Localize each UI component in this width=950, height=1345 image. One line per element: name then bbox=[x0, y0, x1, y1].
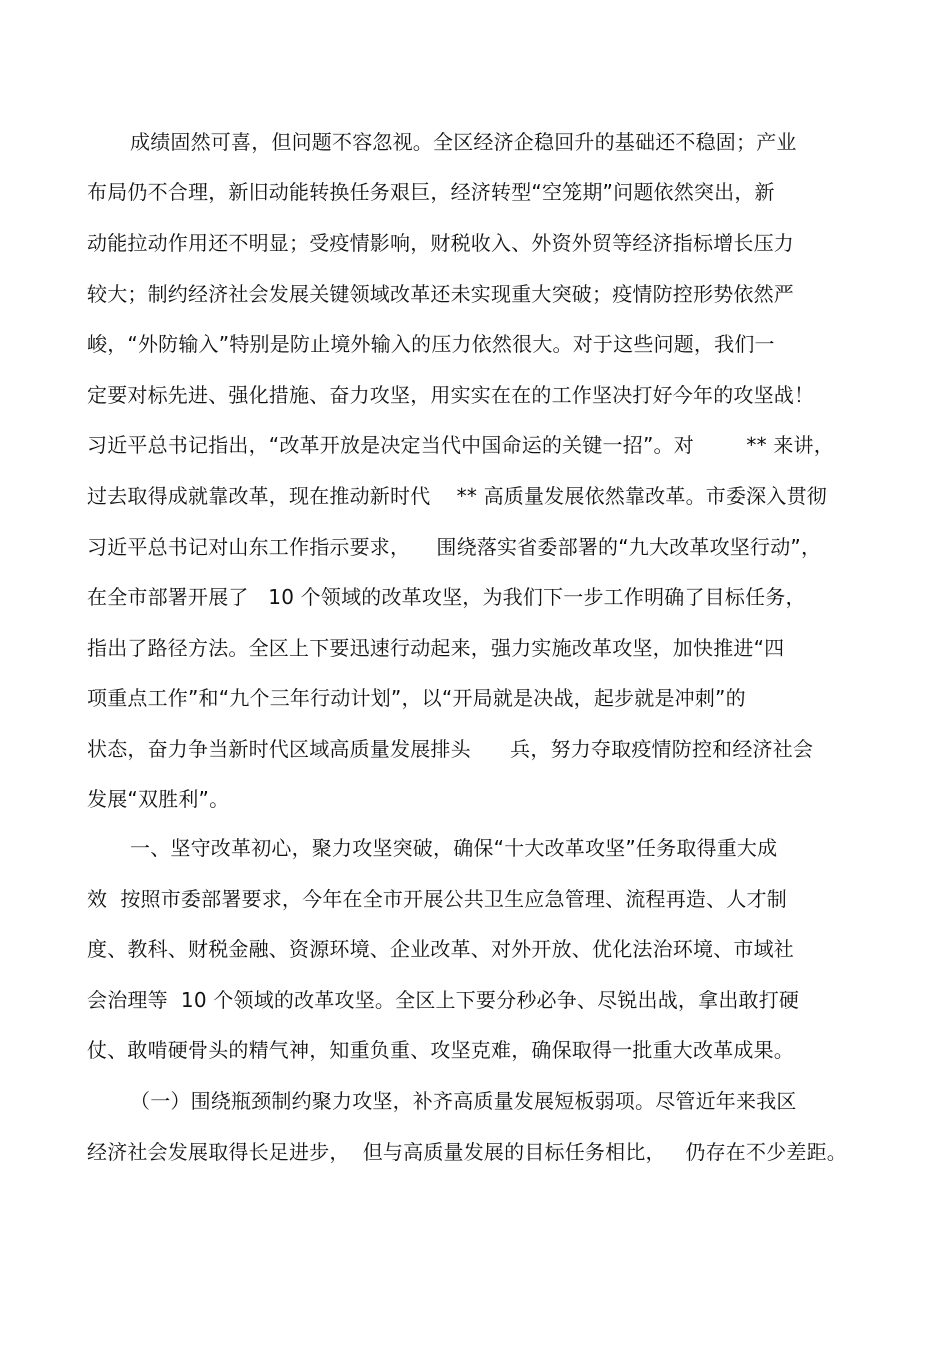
text-line: 过去取得成就靠改革，现在推动新时代 ** 高质量发展依然靠改革。市委深入贯彻 bbox=[87, 484, 827, 508]
text-line: 峻，“外防输入”特别是防止境外输入的压力依然很大。对于这些问题，我们一 bbox=[87, 332, 775, 356]
text-line: 在全市部署开展了 10 个领域的改革攻坚，为我们下一步工作明确了目标任务， bbox=[87, 585, 806, 609]
text-line: 较大；制约经济社会发展关键领域改革还未实现重大突破；疫情防控形势依然严 bbox=[87, 282, 794, 306]
text-line: 项重点工作”和“九个三年行动计划”，以“开局就是决战，起步就是冲刺”的 bbox=[87, 686, 746, 710]
text-line: 经济社会发展取得长足进步， 但与高质量发展的目标任务相比， 仍存在不少差距。 bbox=[87, 1140, 847, 1164]
text-line: 成绩固然可喜，但问题不容忽视。全区经济企稳回升的基础还不稳固；产业 bbox=[130, 130, 797, 154]
text-line: 效 按照市委部署要求，今年在全市开展公共卫生应急管理、流程再造、人才制 bbox=[87, 887, 787, 911]
text-line: 指出了路径方法。全区上下要迅速行动起来，强力实施改革攻坚，加快推进“四 bbox=[87, 636, 785, 660]
text-line: 一、坚守改革初心，聚力攻坚突破，确保“十大改革攻坚”任务取得重大成 bbox=[130, 836, 778, 860]
text-line: 发展“双胜利”。 bbox=[87, 787, 230, 811]
text-line: 状态，奋力争当新时代区域高质量发展排头 兵，努力夺取疫情防控和经济社会 bbox=[87, 737, 814, 761]
text-line: 习近平总书记对山东工作指示要求， 围绕落实省委部署的“九大改革攻坚行动”， bbox=[87, 535, 822, 559]
text-line: 度、教科、财税金融、资源环境、企业改革、对外开放、优化法治环境、市域社 bbox=[87, 937, 794, 961]
text-line: 动能拉动作用还不明显；受疫情影响，财税收入、外资外贸等经济指标增长压力 bbox=[87, 231, 794, 255]
text-line: 习近平总书记指出，“改革开放是决定当代中国命运的关键一招”。对 ** 来讲， bbox=[87, 433, 834, 457]
text-line: （一）围绕瓶颈制约聚力攻坚，补齐高质量发展短板弱项。尽管近年来我区 bbox=[130, 1089, 797, 1113]
text-line: 定要对标先进、强化措施、奋力攻坚，用实实在在的工作坚决打好今年的攻坚战！ bbox=[87, 383, 815, 407]
text-line: 会治理等 10 个领域的改革攻坚。全区上下要分秒必争、尽锐出战，拿出敢打硬 bbox=[87, 988, 800, 1012]
text-line: 布局仍不合理，新旧动能转换任务艰巨，经济转型“空笼期”问题依然突出，新 bbox=[87, 180, 775, 204]
text-line: 仗、敢啃硬骨头的精气神，知重负重、攻坚克难，确保取得一批重大改革成果。 bbox=[87, 1038, 794, 1062]
